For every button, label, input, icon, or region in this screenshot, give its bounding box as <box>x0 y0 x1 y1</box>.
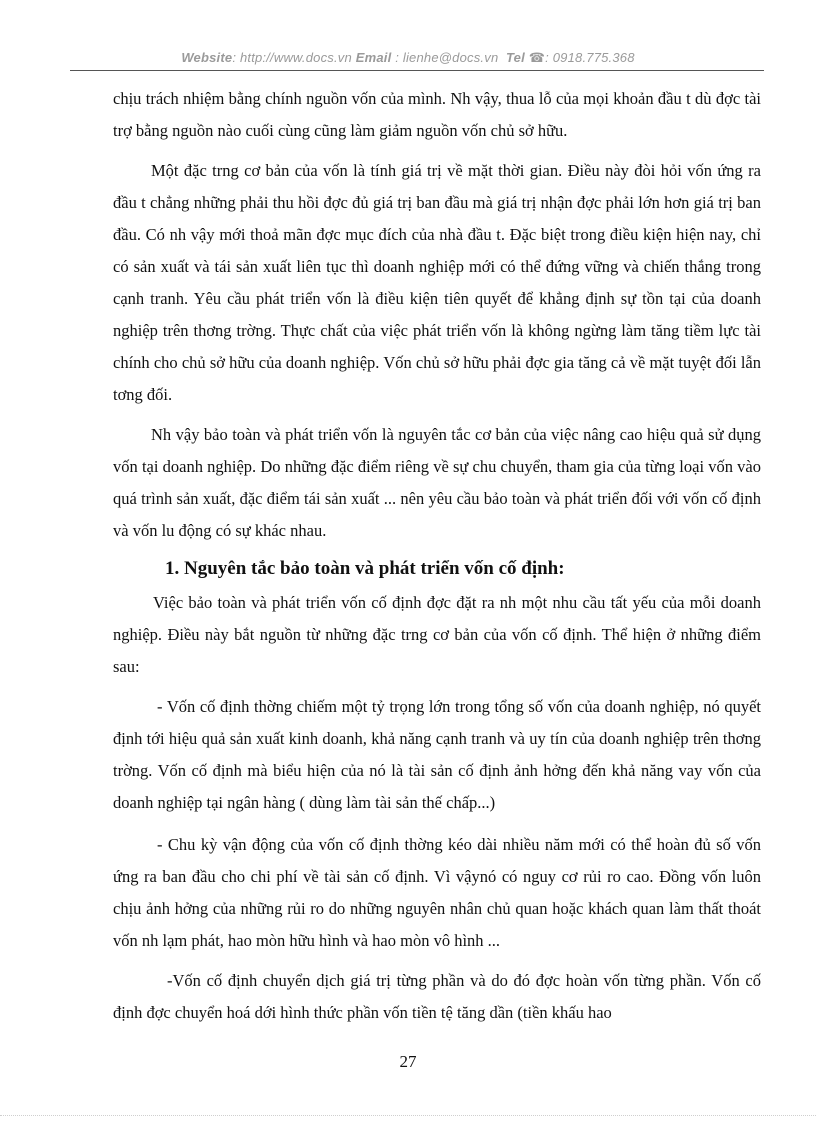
paragraph-continuation: chịu trách nhiệm bằng chính nguồn vốn của mình. Nh vậy, thua lỗ của mọi khoản đầu t dù đợc tài trợ bằng nguồn nào cuối cùng cũng làm giảm nguồn vốn chủ sở hữu. <box>113 89 761 140</box>
paragraph-preservation-principle: Nh vậy bảo toàn và phát triển vốn là nguyên tắc cơ bản của việc nâng cao hiệu quả sử dụng vốn tại doanh nghiệp. Do những đặc điểm riêng về sự chu chuyển, tham gia của từng loại vốn vào quá trình sản xuất, đặc điểm tái sản xuất ... nên yêu cầu bảo toàn và phát triển đối với vốn cố định và vốn lu động có sự khác nhau. <box>113 425 761 540</box>
tel-label: Tel ☎ <box>506 50 546 65</box>
footer-divider <box>0 1115 816 1116</box>
section-heading: 1. Nguyên tắc bảo toàn và phát triển vốn cố định: <box>165 558 565 579</box>
page-header <box>0 50 816 66</box>
paragraph-fixed-capital-intro: Việc bảo toàn và phát triển vốn cố định đợc đặt ra nh một nhu cầu tất yếu của mỗi doanh nghiệp. Điều này bắt nguồn từ những đặc trng cơ bản của vốn cố định. Thể hiện ở những điểm sau: <box>113 593 761 676</box>
email-label: Email <box>355 50 392 65</box>
bullet-fixed-capital-transfer: -Vốn cố định chuyển dịch giá trị từng phần và do đó đợc hoàn vốn từng phần. Vốn cố định đợc chuyển hoá dới hình thức phần vốn tiền tệ tăng dần (tiền khấu hao <box>113 971 761 1022</box>
website-label: Website <box>181 50 233 65</box>
document-body <box>113 83 761 1029</box>
email-value[interactable]: : lienhe@docs.vn <box>391 50 499 65</box>
bullet-fixed-capital-cycle: - Chu kỳ vận động của vốn cố định thờng kéo dài nhiều năm mới có thể hoàn đủ số vốn ứng ra ban đầu cho chi phí về tài sản cố định. Vì vậynó có nguy cơ rủi ro cao. Đồng vốn luôn chịu ảnh hởng của những rủi ro do những nguyên nhân chủ quan hoặc khách quan làm thất thoát vốn nh lạm phát, hao mòn hữu hình và hao mòn vô hình ... <box>113 835 761 950</box>
header-divider <box>70 70 764 71</box>
paragraph-time-value: Một đặc trng cơ bản của vốn là tính giá trị về mặt thời gian. Điều này đòi hỏi vốn ứng ra đầu t chẳng những phải thu hồi đợc đủ giá trị ban đầu mà giá trị nhận đợc phải lớn hơn giá trị ban đầu. Có nh vậy mới thoả mãn đợc mục đích của nhà đầu t. Đặc biệt trong điều kiện hiện nay, chỉ có sản xuất và tái sản xuất liên tục thì doanh nghiệp mới có thể đứng vững và chiến thắng trong cạnh tranh. Yêu cầu phát triển vốn là điều kiện tiên quyết để khẳng định sự tồn tại của doanh nghiệp trên thơng trờng. Thực chất của việc phát triển vốn là không ngừng làm tăng tiềm lực tài chính cho chủ sở hữu của doanh nghiệp. Vốn chủ sở hữu phải đợc gia tăng cả về mặt tuyệt đối lẫn tơng đối. <box>113 161 761 404</box>
tel-value: : 0918.775.368 <box>545 50 635 65</box>
bullet-fixed-capital-share: - Vốn cố định thờng chiếm một tỷ trọng lớn trong tổng số vốn của doanh nghiệp, nó quyết định tới hiệu quả sản xuất kinh doanh, khả năng cạnh tranh và uy tín của doanh nghiệp trên thơng trờng. Vốn cố định mà biểu hiện của nó là tài sản cố định ảnh hởng đến khả năng vay vốn của doanh nghiệp tại ngân hàng ( dùng làm tài sản thế chấp...) <box>113 697 761 812</box>
page-number: 27 <box>399 1052 417 1071</box>
website-url[interactable]: : http://www.docs.vn <box>232 50 352 65</box>
